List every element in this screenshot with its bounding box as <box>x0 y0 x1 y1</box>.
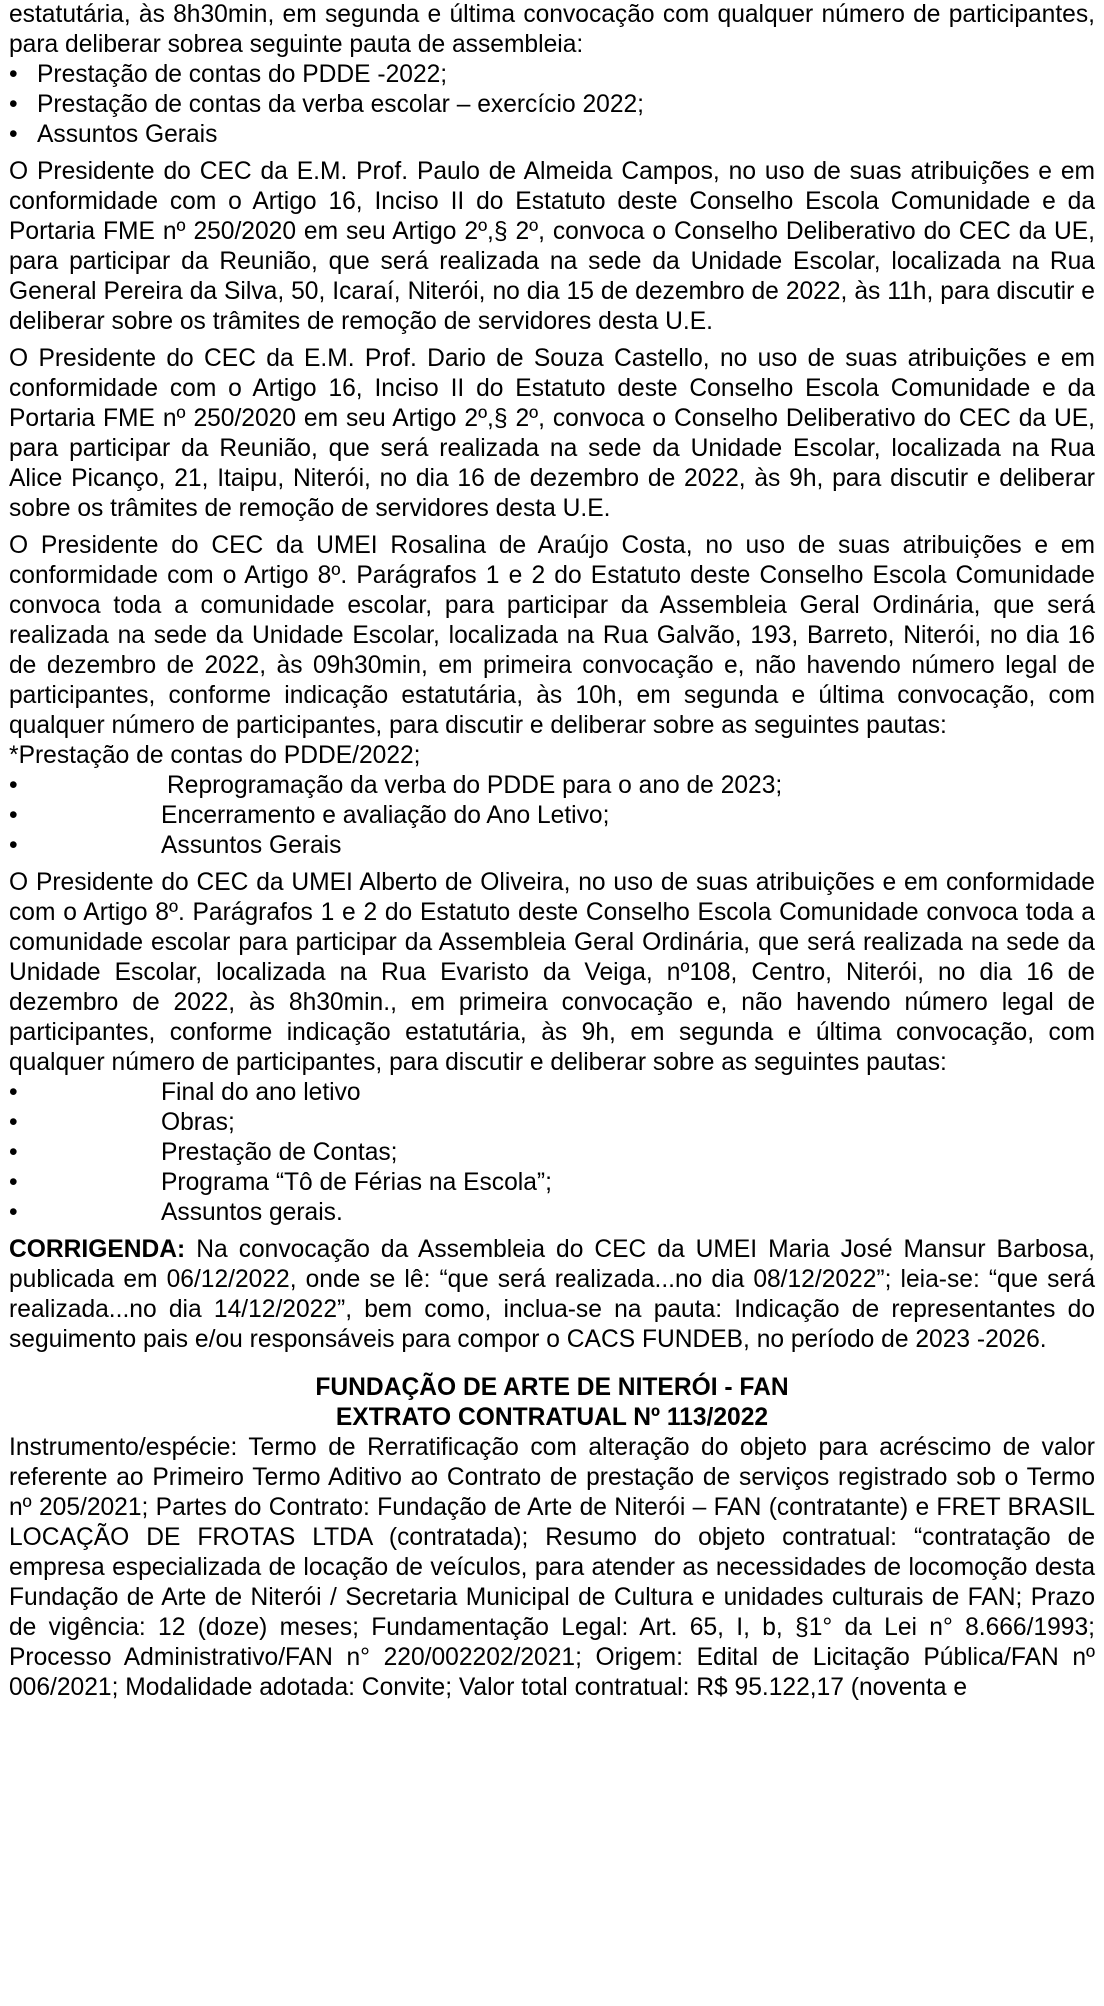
bullet-icon: • <box>9 61 18 88</box>
list-item: • Assuntos Gerais <box>9 121 218 148</box>
list-item: • Assuntos gerais. <box>9 1199 343 1226</box>
list-item: • Encerramento e avaliação do Ano Letivo; <box>9 802 610 829</box>
list-item: • Prestação de contas da verba escolar – exercício 2022; <box>9 91 645 118</box>
bullet-icon: • <box>9 1079 18 1106</box>
dario-castello-paragraph: O Presidente do CEC da E.M. Prof. Dario de Souza Castello, no uso de suas atribuições e em conformidade com o Artigo 16, Inciso II do Estatuto deste Conselho Escola Comunidade e da Portaria FME nº 250/2020 em seu Artigo 2º,§ 2º, convoca o Conselho Deliberativo do CEC da UE, para participar da Reunião, que será realizada na sede da Unidade Escolar, localizada na Rua Alice Picanço, 21, Itaipu, Niterói, no dia 16 de dezembro de 2022, às 9h, para discutir e deliberar sobre os trâmites de remoção de servidores desta U.E. <box>9 345 1095 522</box>
bullet-icon: • <box>9 1109 18 1136</box>
document-page <box>9 0 1095 1710</box>
list-item: • Prestação de Contas; <box>9 1139 398 1166</box>
intro-paragraph: estatutária, às 8h30min, em segunda e última convocação com qualquer número de participantes, para deliberar sobrea seguinte pauta de assembleia: <box>9 1 1095 58</box>
fan-heading <box>9 1373 1095 1433</box>
corrigenda-label: CORRIGENDA: <box>9 1236 186 1263</box>
fan-title: FUNDAÇÃO DE ARTE DE NITERÓI - FAN <box>315 1374 789 1401</box>
corrigenda-text: Na convocação da Assembleia do CEC da UMEI Maria José Mansur Barbosa, publicada em 06/12/2022, onde se lê: “que será realizada...no dia 08/12/2022”; leia-se: “que será realizada...no dia 14/12/2022”, bem como, inclua-se na pauta: Indicação de representantes do seguimento pais e/ou responsáveis para compor o CACS FUNDEB, no período de 2023 -2026. <box>9 1236 1095 1353</box>
fan-subtitle: EXTRATO CONTRATUAL Nº 113/2022 <box>335 1404 769 1431</box>
list-item: • Final do ano letivo <box>9 1079 361 1106</box>
list-item: • Reprogramação da verba do PDDE para o ano de 2023; <box>9 772 783 799</box>
bullet-icon: • <box>9 1199 18 1226</box>
alberto-oliveira-paragraph: O Presidente do CEC da UMEI Alberto de Oliveira, no uso de suas atribuições e em conformidade com o Artigo 8º. Parágrafos 1 e 2 do Estatuto deste Conselho Escola Comunidade convoca toda a comunidade escolar para participar da Assembleia Geral Ordinária, que será realizada na sede da Unidade Escolar, localizada na Rua Evaristo da Veiga, nº108, Centro, Niterói, no dia 16 de dezembro de 2022, às 8h30min., em primeira convocação e, não havendo número legal de participantes, conforme indicação estatutária, às 9h, em segunda e última convocação, com qualquer número de participantes, para discutir e deliberar sobre as seguintes pautas: <box>9 869 1095 1076</box>
list-item: • Prestação de contas do PDDE -2022; <box>9 61 448 88</box>
bullet-icon: • <box>9 121 18 148</box>
rosalina-costa-paragraph: O Presidente do CEC da UMEI Rosalina de Araújo Costa, no uso de suas atribuições e em conformidade com o Artigo 8º. Parágrafos 1 e 2 do Estatuto deste Conselho Escola Comunidade convoca toda a comunidade escolar, para participar da Assembleia Geral Ordinária, que será realizada na sede da Unidade Escolar, localizada na Rua Galvão, 193, Barreto, Niterói, no dia 16 de dezembro de 2022, às 09h30min, em primeira convocação e, não havendo número legal de participantes, conforme indicação estatutária, às 10h, em segunda e última convocação, com qualquer número de participantes, para discutir e deliberar sobre as seguintes pautas: <box>9 532 1095 739</box>
fan-contract-paragraph: Instrumento/espécie: Termo de Rerratificação com alteração do objeto para acréscimo de valor referente ao Primeiro Termo Aditivo ao Contrato de prestação de serviços registrado sob o Termo nº 205/2021; Partes do Contrato: Fundação de Arte de Niterói – FAN (contratante) e FRET BRASIL LOCAÇÃO DE FROTAS LTDA (contratada); Resumo do objeto contratual: “contratação de empresa especializada de locação de veículos, para atender as necessidades de locomoção desta Fundação de Arte de Niterói / Secretaria Municipal de Cultura e unidades culturais de FAN; Prazo de vigência: 12 (doze) meses; Fundamentação Legal: Art. 65, I, b, §1° da Lei n° 8.666/1993; Processo Administrativo/FAN n° 220/002202/2021; Origem: Edital de Licitação Pública/FAN nº 006/2021; Modalidade adotada: Convite; Valor total contratual: R$ 95.122,17 (noventa e <box>9 1434 1095 1701</box>
bullet-icon: • <box>9 1169 18 1196</box>
rosalina-agenda-list <box>9 771 1095 861</box>
list-item: • Obras; <box>9 1109 235 1136</box>
intro-agenda-list <box>9 60 1095 150</box>
bullet-icon: • <box>9 832 18 859</box>
list-item: • Programa “Tô de Férias na Escola”; <box>9 1169 552 1196</box>
bullet-icon: • <box>9 91 18 118</box>
bullet-icon: • <box>9 1139 18 1166</box>
bullet-icon: • <box>9 802 18 829</box>
rosalina-star-item: *Prestação de contas do PDDE/2022; <box>9 742 421 769</box>
bullet-icon: • <box>9 772 18 799</box>
alberto-agenda-list <box>9 1078 1095 1228</box>
paulo-campos-paragraph: O Presidente do CEC da E.M. Prof. Paulo de Almeida Campos, no uso de suas atribuições e em conformidade com o Artigo 16, Inciso II do Estatuto deste Conselho Escola Comunidade e da Portaria FME nº 250/2020 em seu Artigo 2º,§ 2º, convoca o Conselho Deliberativo do CEC da UE, para participar da Reunião, que será realizada na sede da Unidade Escolar, localizada na Rua General Pereira da Silva, 50, Icaraí, Niterói, no dia 15 de dezembro de 2022, às 11h, para discutir e deliberar sobre os trâmites de remoção de servidores desta U.E. <box>9 158 1095 335</box>
corrigenda-paragraph <box>9 1235 1095 1355</box>
list-item: • Assuntos Gerais <box>9 832 342 859</box>
